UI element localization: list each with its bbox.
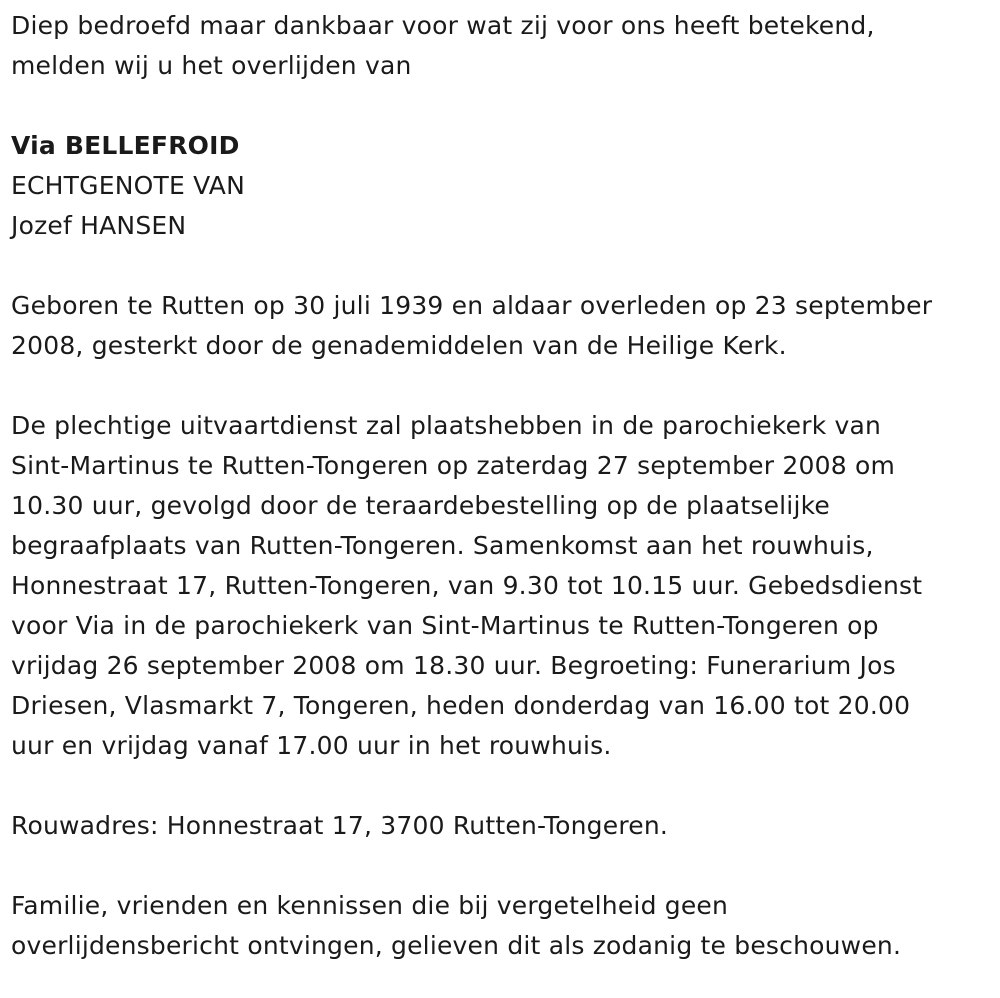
ceremony-line: begraafplaats van Rutten-Tongeren. Samenkomst aan het rouwhuis,: [11, 531, 874, 560]
birth-death-line: 2008, gesterkt door de genademiddelen van de Heilige Kerk.: [11, 331, 787, 360]
address-paragraph: [11, 806, 986, 846]
ceremony-paragraph: [11, 406, 986, 766]
closing-line: Familie, vrienden en kennissen die bij vergetelheid geen: [11, 891, 729, 920]
ceremony-line: Driesen, Vlasmarkt 7, Tongeren, heden donderdag van 16.00 tot 20.00: [11, 691, 911, 720]
relation-label: ECHTGENOTE VAN: [11, 171, 245, 200]
intro-paragraph: [11, 6, 986, 86]
paragraph-spacer: [11, 846, 986, 886]
closing-line: overlijdensbericht ontvingen, gelieven dit als zodanig te beschouwen.: [11, 931, 902, 960]
mourning-address: Rouwadres: Honnestraat 17, 3700 Rutten-Tongeren.: [11, 811, 669, 840]
ceremony-line: voor Via in de parochiekerk van Sint-Martinus te Rutten-Tongeren op: [11, 611, 879, 640]
intro-line: Diep bedroefd maar dankbaar voor wat zij voor ons heeft betekend,: [11, 11, 875, 40]
deceased-block: [11, 126, 986, 246]
birth-death-line: Geboren te Rutten op 30 juli 1939 en aldaar overleden op 23 september: [11, 291, 933, 320]
paragraph-spacer: [11, 366, 986, 406]
ceremony-line: Sint-Martinus te Rutten-Tongeren op zaterdag 27 september 2008 om: [11, 451, 895, 480]
paragraph-spacer: [11, 766, 986, 806]
intro-line: melden wij u het overlijden van: [11, 51, 412, 80]
ceremony-line: De plechtige uitvaartdienst zal plaatshebben in de parochiekerk van: [11, 411, 882, 440]
ceremony-line: vrijdag 26 september 2008 om 18.30 uur. Begroeting: Funerarium Jos: [11, 651, 896, 680]
obituary-notice: [11, 6, 986, 966]
deceased-name: Via BELLEFROID: [11, 131, 240, 160]
spouse-name: Jozef HANSEN: [11, 211, 187, 240]
closing-paragraph: [11, 886, 986, 966]
ceremony-line: Honnestraat 17, Rutten-Tongeren, van 9.30 tot 10.15 uur. Gebedsdienst: [11, 571, 923, 600]
ceremony-line: uur en vrijdag vanaf 17.00 uur in het rouwhuis.: [11, 731, 612, 760]
ceremony-line: 10.30 uur, gevolgd door de teraardebestelling op de plaatselijke: [11, 491, 830, 520]
paragraph-spacer: [11, 246, 986, 286]
birth-death-paragraph: [11, 286, 986, 366]
paragraph-spacer: [11, 86, 986, 126]
